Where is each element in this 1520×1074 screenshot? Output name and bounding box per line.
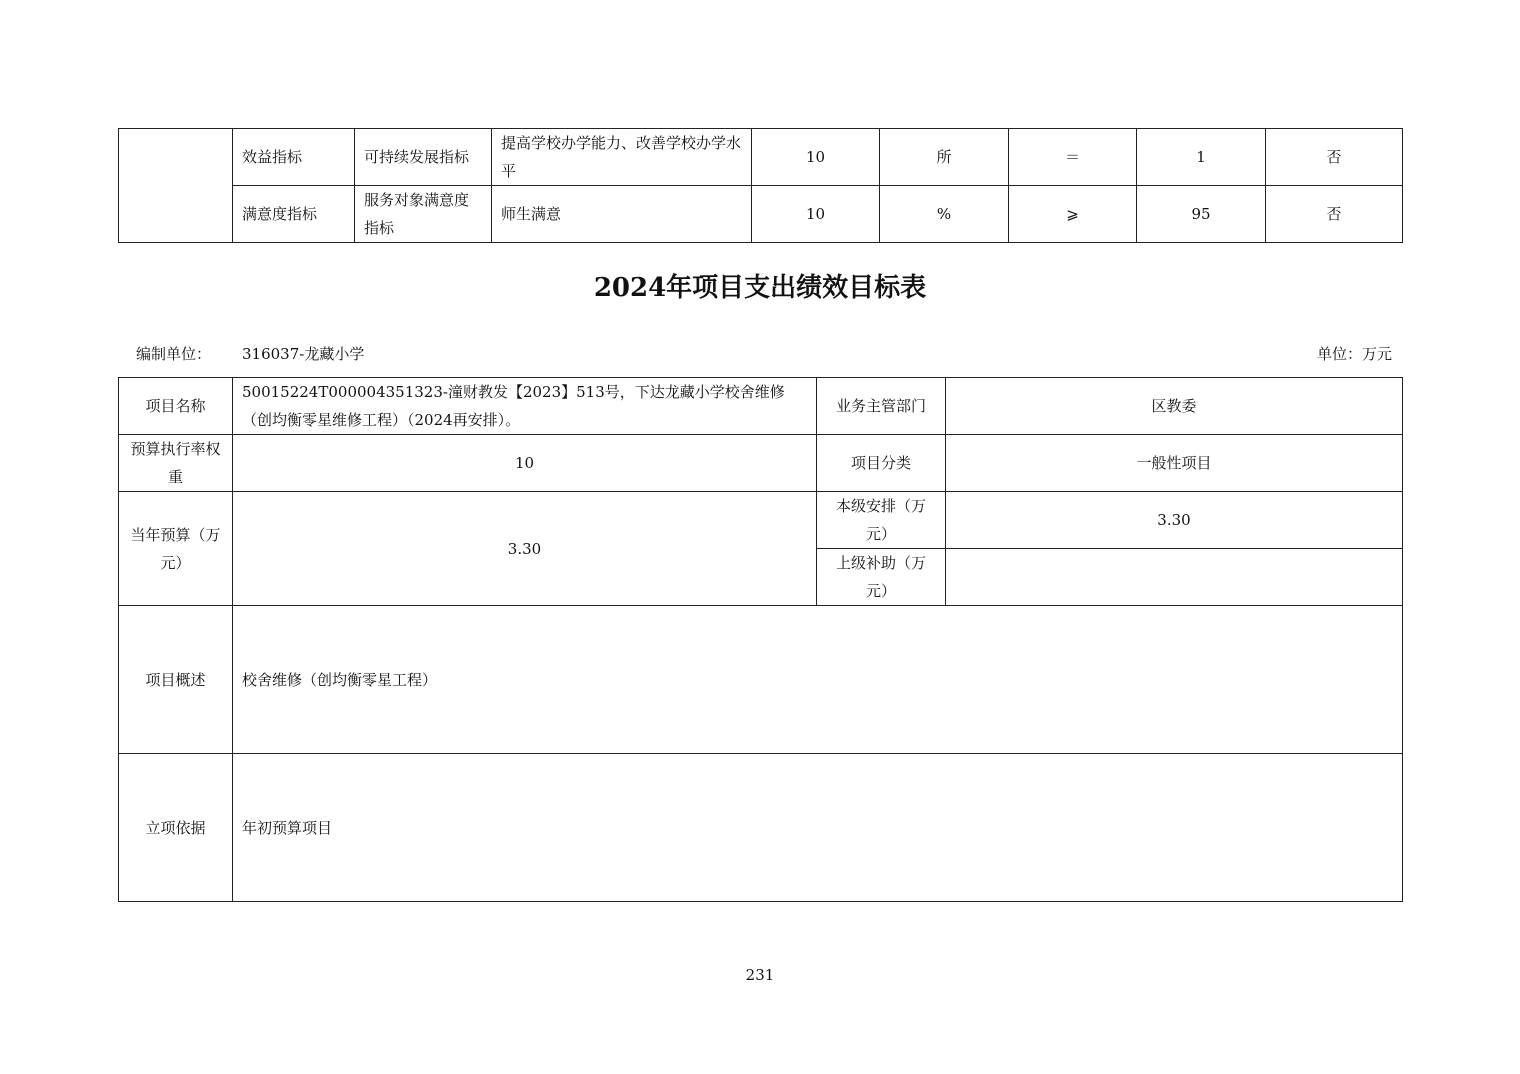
page-number: 231 — [745, 966, 775, 984]
rate-weight-label: 预算执行率权重 — [119, 435, 233, 492]
target-cell: 95 — [1137, 186, 1266, 243]
annual-budget-label: 当年预算（万元） — [119, 492, 233, 606]
level2-cell: 效益指标 — [233, 129, 355, 186]
dept-value: 区教委 — [946, 378, 1403, 435]
table-row — [119, 435, 1403, 492]
overview-value: 校舍维修（创均衡零星工程） — [233, 606, 1403, 754]
weight-cell: 10 — [752, 186, 880, 243]
level3-cell: 可持续发展指标 — [355, 129, 492, 186]
basis-value: 年初预算项目 — [233, 754, 1403, 902]
project-name-value: 50015224T000004351323-潼财教发【2023】513号，下达龙藏小学校舍维修（创均衡零星维修工程）（2024再安排）。 — [233, 378, 817, 435]
operator-cell: ⩾ — [1009, 186, 1137, 243]
table-row — [119, 754, 1403, 902]
annual-budget-value: 3.30 — [233, 492, 817, 606]
content-cell: 师生满意 — [492, 186, 752, 243]
project-name-label: 项目名称 — [119, 378, 233, 435]
weight-cell: 10 — [752, 129, 880, 186]
table-row — [119, 129, 1403, 186]
upper-subsidy-value — [946, 549, 1403, 606]
compiling-unit-label: 编制单位： — [136, 345, 212, 363]
currency-unit: 单位：万元 — [1316, 345, 1392, 363]
rate-weight-value: 10 — [233, 435, 817, 492]
table-row — [119, 186, 1403, 243]
level2-cell: 满意度指标 — [233, 186, 355, 243]
level3-cell: 服务对象满意度指标 — [355, 186, 492, 243]
core-cell: 否 — [1266, 129, 1403, 186]
table-row — [119, 606, 1403, 754]
basis-label: 立项依据 — [119, 754, 233, 902]
upper-subsidy-label: 上级补助（万元） — [817, 549, 946, 606]
operator-cell: ＝ — [1009, 129, 1137, 186]
local-arrangement-label: 本级安排（万元） — [817, 492, 946, 549]
core-cell: 否 — [1266, 186, 1403, 243]
category-value: 一般性项目 — [946, 435, 1403, 492]
level1-cell — [119, 129, 233, 243]
category-label: 项目分类 — [817, 435, 946, 492]
local-arrangement-value: 3.30 — [946, 492, 1403, 549]
unit-cell: 所 — [880, 129, 1009, 186]
content-cell: 提高学校办学能力、改善学校办学水平 — [492, 129, 752, 186]
compiling-unit-value: 316037-龙藏小学 — [242, 345, 365, 363]
dept-label: 业务主管部门 — [817, 378, 946, 435]
page-title: 2024年项目支出绩效目标表 — [593, 273, 927, 303]
indicator-table — [118, 128, 1403, 243]
target-cell: 1 — [1137, 129, 1266, 186]
overview-label: 项目概述 — [119, 606, 233, 754]
table-row — [119, 492, 1403, 549]
project-table — [118, 377, 1403, 902]
table-row — [119, 378, 1403, 435]
unit-cell: % — [880, 186, 1009, 243]
